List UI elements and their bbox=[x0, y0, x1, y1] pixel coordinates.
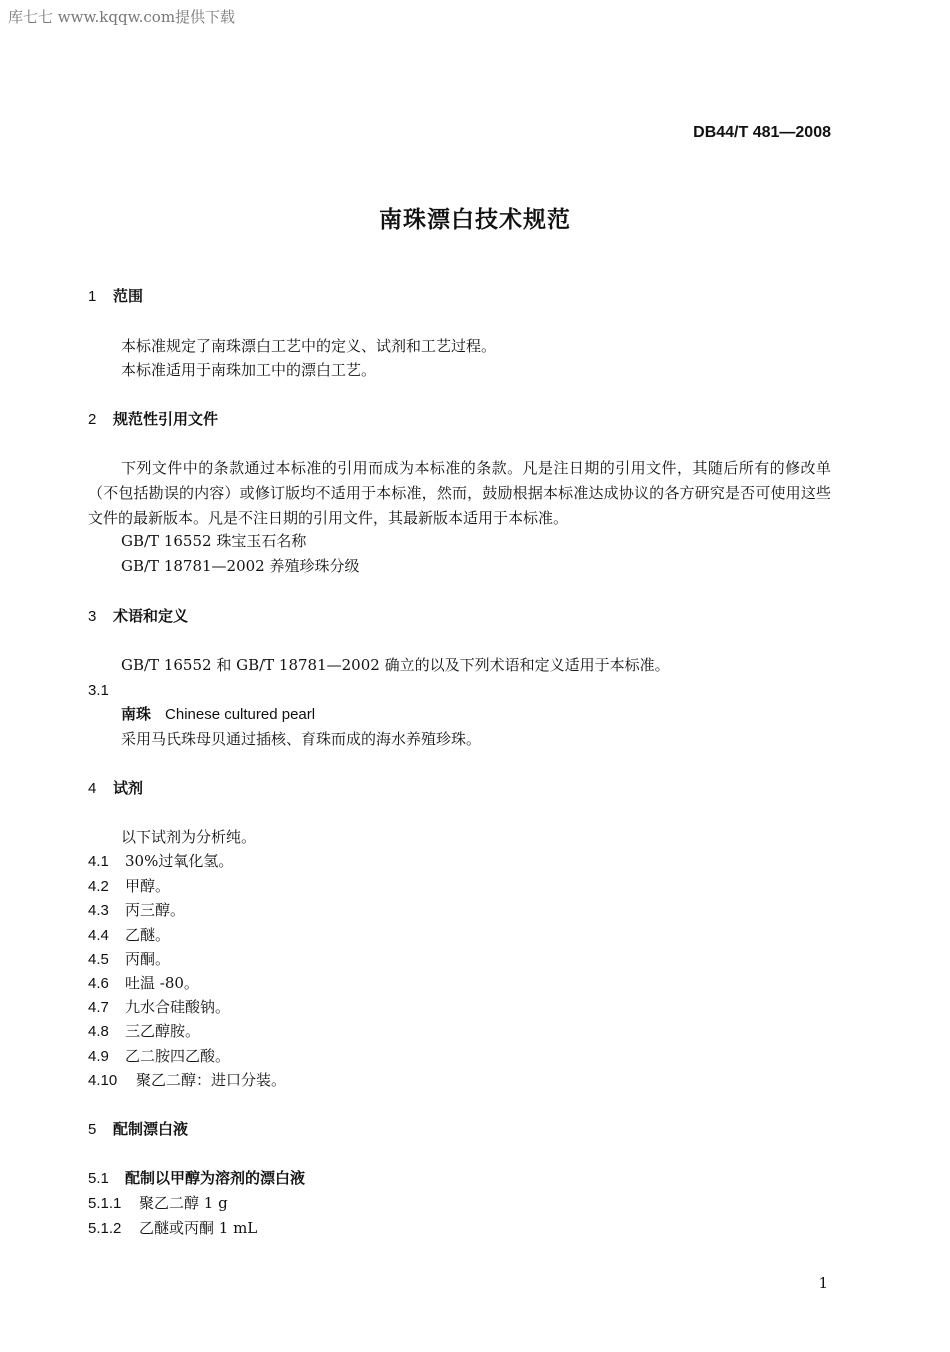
paragraph: 下列文件中的条款通过本标准的引用而成为本标准的条款。凡是注日期的引用文件，其随后所有的修改单（不包括勘误的内容）或修订版均不适用于本标准，然而，鼓励根据本标准达成协议的各方研究是否可使用这些文件的最新版本。凡是不注日期的引用文件，其最新版本适用于本标准。 bbox=[88, 459, 831, 527]
document-number: DB44/T 481—2008 bbox=[693, 124, 831, 141]
list-item: 4.8 三乙醇胺。 bbox=[88, 1022, 201, 1040]
term-chinese: 南珠 bbox=[121, 705, 152, 723]
section-number: 4 bbox=[88, 780, 97, 797]
list-item: 4.7 九水合硅酸钠。 bbox=[88, 998, 231, 1016]
page-title: 南珠漂白技术规范 bbox=[379, 207, 571, 233]
section-title: 范围 bbox=[113, 287, 144, 305]
section-title: 规范性引用文件 bbox=[113, 410, 219, 428]
section-number: 2 bbox=[88, 411, 97, 428]
section-title: 试剂 bbox=[113, 779, 144, 797]
list-item: 4.10 聚乙二醇：进口分装。 bbox=[88, 1071, 287, 1089]
list-item: 4.6 吐温 -80。 bbox=[88, 974, 199, 992]
section-3-heading bbox=[88, 606, 188, 627]
reference-item: GB/T 18781—2002 养殖珍珠分级 bbox=[121, 557, 360, 575]
reference-item: GB/T 16552 珠宝玉石名称 bbox=[121, 532, 307, 550]
term-definition: 采用马氏珠母贝通过插核、育珠而成的海水养殖珍珠。 bbox=[121, 730, 482, 748]
section-5-heading bbox=[88, 1119, 188, 1140]
term-english: Chinese cultured pearl bbox=[165, 706, 316, 723]
list-item: 4.2 甲醇。 bbox=[88, 877, 171, 895]
paragraph: 本标准规定了南珠漂白工艺中的定义、试剂和工艺过程。 bbox=[121, 337, 497, 355]
page-number: 1 bbox=[818, 1274, 828, 1292]
section-title: 术语和定义 bbox=[113, 607, 189, 625]
paragraph: GB/T 16552 和 GB/T 18781—2002 确立的以及下列术语和定义适用于本标准。 bbox=[121, 656, 670, 674]
list-item: 4.5 丙酮。 bbox=[88, 950, 171, 968]
section-4-heading bbox=[88, 778, 143, 799]
section-title: 配制漂白液 bbox=[113, 1120, 189, 1138]
list-item: 5.1.2 乙醚或丙酮 1 mL bbox=[88, 1219, 258, 1237]
list-item: 4.3 丙三醇。 bbox=[88, 901, 186, 919]
paragraph: 本标准适用于南珠加工中的漂白工艺。 bbox=[121, 361, 377, 379]
section-number: 5 bbox=[88, 1121, 97, 1138]
list-item: 4.1 30%过氧化氢。 bbox=[88, 852, 234, 870]
watermark: 库七七 www.kqqw.com提供下载 bbox=[8, 8, 236, 26]
list-item: 5.1.1 聚乙二醇 1 g bbox=[88, 1194, 228, 1212]
subsection-number: 3.1 bbox=[88, 682, 109, 699]
paragraph: 以下试剂为分析纯。 bbox=[121, 828, 257, 846]
list-item: 4.9 乙二胺四乙酸。 bbox=[88, 1047, 231, 1065]
term-entry bbox=[121, 704, 315, 725]
section-number: 3 bbox=[88, 608, 97, 625]
subsection-heading: 5.1 配制以甲醇为溶剂的漂白液 bbox=[88, 1169, 306, 1187]
list-item: 4.4 乙醚。 bbox=[88, 926, 171, 944]
section-number: 1 bbox=[88, 288, 97, 305]
section-1-heading bbox=[88, 286, 143, 307]
section-2-heading bbox=[88, 409, 218, 430]
